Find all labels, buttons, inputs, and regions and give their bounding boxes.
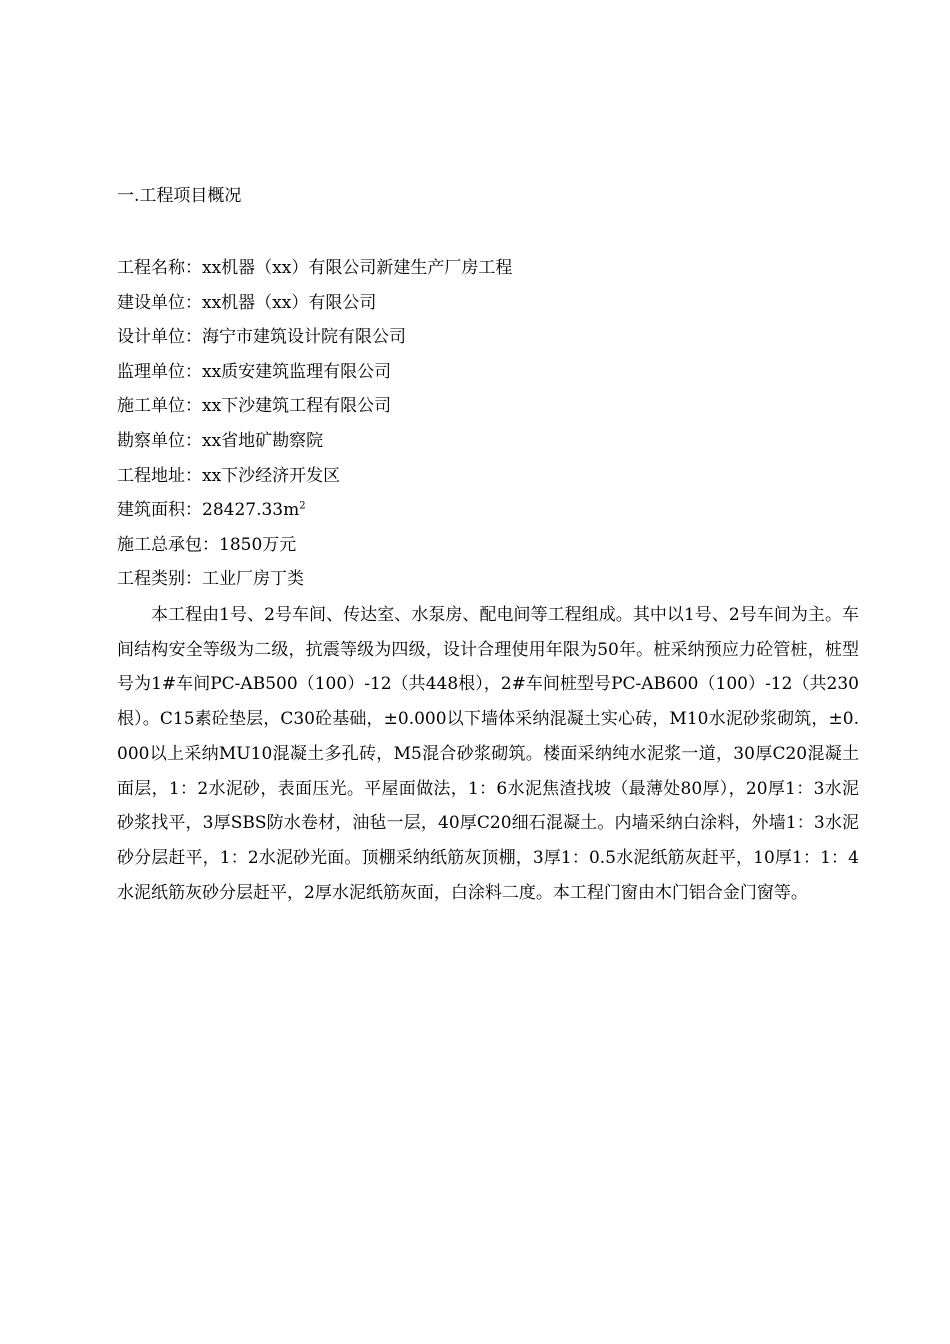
info-row-supervision-unit bbox=[117, 359, 857, 394]
info-value: xx下沙建筑工程有限公司 bbox=[202, 396, 392, 417]
info-colon: ： bbox=[202, 534, 219, 555]
info-value: xx机器（xx）有限公司 bbox=[202, 292, 377, 313]
info-row-survey-unit bbox=[117, 428, 857, 463]
info-label: 施工总承包 bbox=[117, 534, 202, 555]
info-value: xx质安建筑监理有限公司 bbox=[202, 361, 392, 382]
info-value: 工业厂房丁类 bbox=[202, 569, 304, 590]
area-number: 28427.33m bbox=[202, 500, 300, 521]
info-colon: ： bbox=[185, 258, 202, 278]
info-row-design-unit bbox=[117, 324, 857, 359]
info-label: 设计单位 bbox=[117, 327, 185, 348]
info-colon: ： bbox=[185, 569, 202, 590]
info-value bbox=[202, 497, 306, 532]
info-label: 施工单位 bbox=[117, 396, 185, 417]
info-row-contractor bbox=[117, 393, 857, 428]
info-label: 监理单位 bbox=[117, 361, 185, 382]
info-label: 建设单位 bbox=[117, 292, 185, 313]
info-colon: ： bbox=[185, 327, 202, 348]
info-value: xx下沙经济开发区 bbox=[202, 465, 341, 486]
info-label: 工程类别 bbox=[117, 569, 185, 590]
info-value: 海宁市建筑设计院有限公司 bbox=[202, 327, 406, 348]
info-row-contract-amount bbox=[117, 532, 857, 567]
info-row-construction-unit bbox=[117, 290, 857, 325]
area-superscript: 2 bbox=[299, 500, 306, 512]
info-row-project-name bbox=[117, 255, 857, 290]
info-colon: ： bbox=[185, 361, 202, 382]
info-row-project-category bbox=[117, 566, 857, 601]
info-colon: ： bbox=[185, 396, 202, 417]
info-label: 工程地址 bbox=[117, 465, 185, 486]
project-description: 本工程由1号、2号车间、传达室、水泵房、配电间等工程组成。其中以1号、2号车间为主。车间结构安全等级为二级，抗震等级为四级，设计合理使用年限为50年。桩采纳预应力砼管桩，桩型号为1#车间PC-AB500（100）-12（共448根），2#车间桩型号PC-AB600（100）-12（共230根）。C15素砼垫层，C30砼基础，±0.000以下墙体采纳混凝土实心砖，M10水泥砂浆砌筑，±0.000以上采纳MU10混凝土多孔砖，M5混合砂浆砌筑。楼面采纳纯水泥浆一道，30厚C20混凝土面层，1：2水泥砂，表面压光。平屋面做法，1：6水泥焦渣找坡（最薄处80厚），20厚1：3水泥砂浆找平，3厚SBS防水卷材，油毡一层，40厚C20细石混凝土。内墙采纳白涂料，外墙1：3水泥砂分层赶平，1：2水泥砂光面。顶棚采纳纸筋灰顶棚，3厚1：0.5水泥纸筋灰赶平，10厚1：1：4水泥纸筋灰砂分层赶平，2厚水泥纸筋灰面，白涂料二度。本工程门窗由木门铝合金门窗等。 bbox=[117, 605, 859, 903]
info-colon: ： bbox=[185, 292, 202, 313]
info-value: xx省地矿勘察院 bbox=[202, 430, 324, 451]
info-row-building-area bbox=[117, 497, 857, 532]
section-title: 一.工程项目概况 bbox=[117, 186, 242, 206]
info-value: 1850万元 bbox=[219, 534, 297, 555]
info-colon: ： bbox=[185, 430, 202, 451]
project-info-list bbox=[117, 255, 857, 601]
info-value: xx机器（xx）有限公司新建生产厂房工程 bbox=[202, 258, 513, 278]
info-colon: ： bbox=[185, 500, 202, 521]
info-label: 建筑面积 bbox=[117, 500, 185, 521]
info-label: 工程名称 bbox=[117, 258, 185, 278]
info-label: 勘察单位 bbox=[117, 430, 185, 451]
info-row-address bbox=[117, 463, 857, 498]
info-colon: ： bbox=[185, 465, 202, 486]
